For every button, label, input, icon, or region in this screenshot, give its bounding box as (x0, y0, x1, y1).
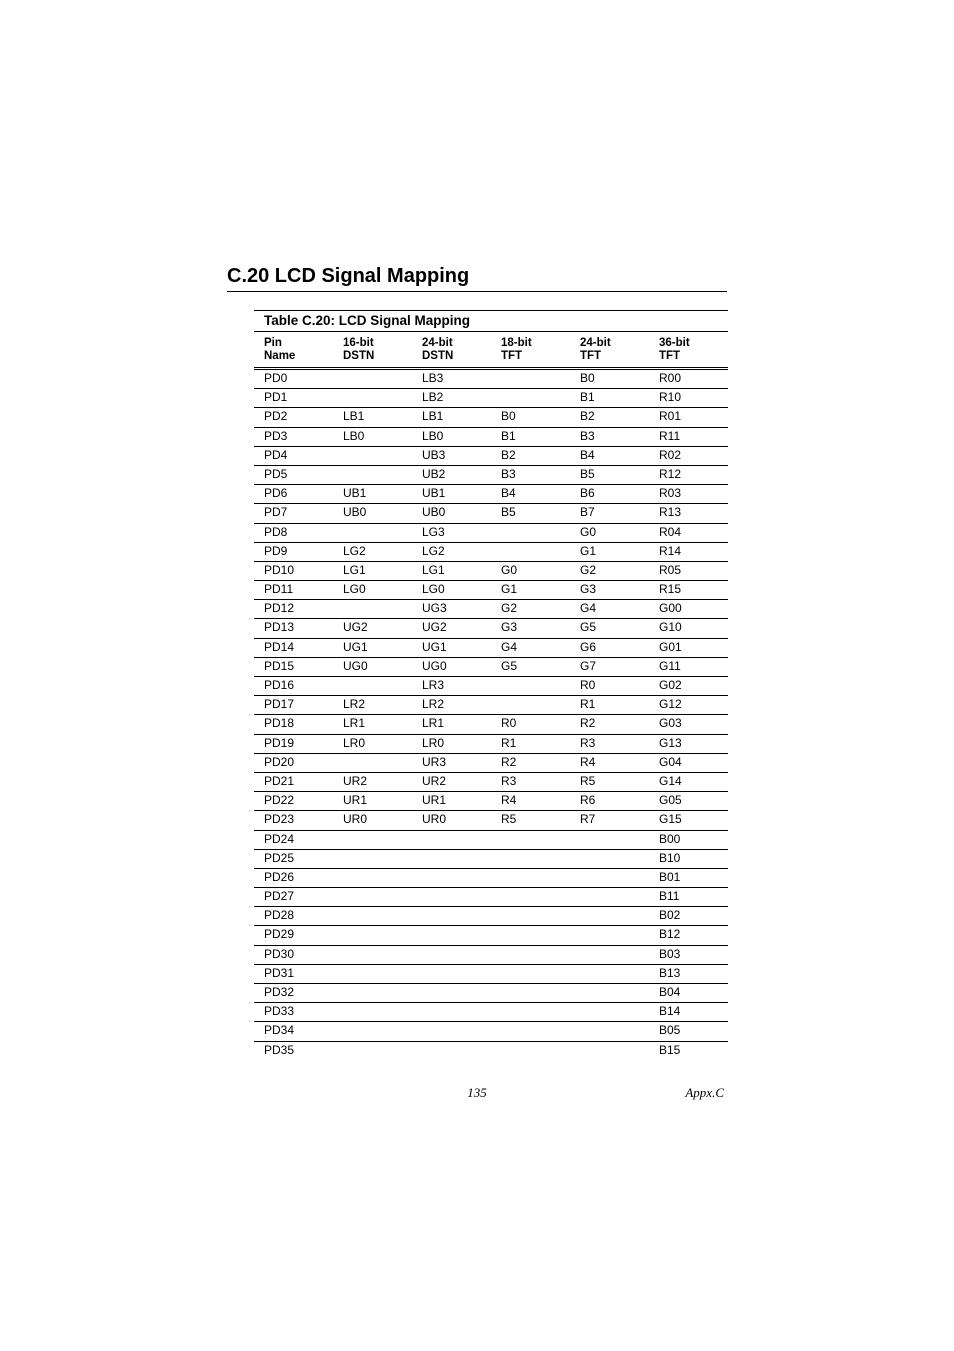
tft36-cell: R00 (659, 371, 682, 385)
table-row (254, 831, 728, 850)
dstn24-cell (412, 984, 491, 1002)
pin-name-cell: PD32 (264, 985, 295, 999)
tft36-cell: G01 (659, 639, 682, 654)
tft24-cell: B6 (580, 486, 595, 501)
tft18-cell (491, 1003, 570, 1021)
dstn24-cell: LR1 (422, 716, 445, 731)
dstn24-cell: LB1 (422, 409, 444, 424)
table-row (254, 869, 728, 888)
dstn24-cell (412, 888, 491, 906)
tft24-cell (570, 1003, 649, 1021)
tft36-cell: B05 (659, 1023, 681, 1038)
dstn24-cell (412, 831, 491, 849)
header-line-2: DSTN (343, 350, 375, 362)
tft18-cell (491, 543, 570, 561)
table-row (254, 389, 728, 408)
tft24-cell: R0 (580, 678, 596, 692)
tft24-cell: R1 (580, 697, 596, 712)
dstn24-cell: LR2 (422, 697, 445, 712)
dstn24-cell (412, 926, 491, 944)
dstn24-cell (412, 1003, 491, 1021)
tft36-cell: G00 (659, 601, 682, 616)
dstn16-cell (333, 524, 412, 542)
table-row (254, 408, 728, 427)
pin-name-cell: PD25 (264, 850, 295, 865)
dstn24-cell: LG3 (422, 524, 445, 539)
table-row (254, 715, 728, 734)
tft24-cell: B3 (580, 428, 595, 443)
table-row (254, 524, 728, 543)
tft24-cell (570, 888, 649, 906)
header-line-1: 36-bit (659, 337, 690, 349)
header-line-1: 24-bit (580, 337, 611, 349)
tft36-header (649, 337, 728, 367)
dstn24-cell (412, 850, 491, 868)
tft24-cell: R2 (580, 716, 596, 731)
tft18-cell (491, 524, 570, 542)
pin-name-cell: PD7 (264, 505, 288, 520)
table-row (254, 926, 728, 945)
table-row (254, 619, 728, 638)
dstn24-cell: UR3 (422, 754, 447, 769)
tft18-cell: R3 (501, 773, 517, 788)
table-row (254, 811, 728, 830)
pin-name-header (254, 337, 333, 367)
table-row (254, 735, 728, 754)
table-row (254, 658, 728, 677)
tft36-cell: B04 (659, 985, 681, 999)
tft24-header (570, 337, 649, 367)
tft18-cell (491, 1042, 570, 1061)
tft18-cell: B0 (501, 409, 516, 424)
pin-name-cell: PD28 (264, 908, 295, 923)
dstn16-cell: UR2 (343, 773, 368, 788)
tft18-cell: G1 (501, 582, 518, 597)
signal-mapping-table (254, 310, 728, 1061)
dstn16-cell: UB0 (343, 505, 367, 520)
tft18-cell: B4 (501, 486, 516, 501)
pin-name-cell: PD26 (264, 869, 295, 884)
tft24-cell: B5 (580, 466, 595, 481)
dstn16-cell (333, 1003, 412, 1021)
pin-name-cell: PD27 (264, 889, 295, 904)
tft24-cell: B1 (580, 390, 595, 405)
table-row (254, 696, 728, 715)
tft18-cell: R1 (501, 735, 517, 750)
pin-name-cell: PD20 (264, 754, 295, 769)
dstn16-cell (333, 389, 412, 407)
tft36-cell: B10 (659, 850, 681, 865)
tft24-cell (570, 946, 649, 964)
dstn16-cell: LG2 (343, 543, 366, 558)
pin-name-cell: PD23 (264, 812, 295, 827)
title-rule (227, 291, 727, 292)
tft18-cell: B5 (501, 505, 516, 520)
tft24-cell (570, 1022, 649, 1040)
dstn24-cell: UR1 (422, 793, 447, 808)
dstn24-header (412, 337, 491, 367)
tft36-cell: R03 (659, 486, 682, 501)
tft36-cell: B12 (659, 927, 681, 942)
table-row (254, 1022, 728, 1041)
tft18-cell: G4 (501, 639, 518, 654)
table-row (254, 447, 728, 466)
header-line-1: Pin (264, 337, 282, 349)
tft24-cell: R4 (580, 754, 596, 769)
dstn16-cell (333, 831, 412, 849)
tft24-cell: G0 (580, 524, 597, 539)
tft18-cell (491, 869, 570, 887)
tft18-cell (491, 696, 570, 714)
tft24-cell (570, 926, 649, 944)
table-row (254, 773, 728, 792)
pin-name-cell: PD16 (264, 678, 295, 692)
dstn16-cell: LR2 (343, 697, 366, 712)
dstn24-cell: UG2 (422, 620, 447, 635)
dstn24-cell: LR0 (422, 735, 445, 750)
tft18-cell: R4 (501, 793, 517, 808)
dstn24-cell (412, 1042, 491, 1061)
tft24-cell: R7 (580, 812, 596, 827)
table-row (254, 1003, 728, 1022)
header-line-2: TFT (580, 350, 602, 362)
dstn16-cell: UR1 (343, 793, 368, 808)
pin-name-cell: PD29 (264, 927, 295, 942)
dstn16-cell: UR0 (343, 812, 368, 827)
dstn16-cell (333, 754, 412, 772)
tft36-cell: G13 (659, 735, 682, 750)
table-row (254, 984, 728, 1003)
tft24-cell: B2 (580, 409, 595, 424)
tft18-cell: B1 (501, 428, 516, 443)
tft18-cell: G2 (501, 601, 518, 616)
pin-name-cell: PD12 (264, 601, 295, 616)
table-row (254, 600, 728, 619)
table-header-row (254, 332, 728, 370)
dstn24-cell: LB0 (422, 428, 444, 443)
table-row (254, 677, 728, 696)
tft18-cell (491, 370, 570, 388)
header-line-2: TFT (659, 350, 681, 362)
dstn16-cell (333, 907, 412, 925)
tft24-cell: G6 (580, 639, 597, 654)
pin-name-cell: PD6 (264, 486, 288, 501)
dstn16-cell: UG1 (343, 639, 368, 654)
table-row (254, 581, 728, 600)
tft18-header (491, 337, 570, 367)
tft18-cell (491, 888, 570, 906)
tft36-cell: G05 (659, 793, 682, 808)
tft36-cell: G02 (659, 678, 682, 692)
tft24-cell: B7 (580, 505, 595, 520)
tft36-cell: B03 (659, 946, 681, 961)
pin-name-cell: PD2 (264, 409, 288, 424)
dstn16-cell (333, 869, 412, 887)
tft36-cell: G11 (659, 658, 681, 673)
tft36-cell: B15 (659, 1042, 681, 1057)
pin-name-cell: PD15 (264, 658, 295, 673)
pin-name-cell: PD24 (264, 831, 295, 846)
tft18-cell (491, 984, 570, 1002)
dstn16-cell: LG1 (343, 562, 366, 577)
tft24-cell: G3 (580, 582, 597, 597)
dstn16-cell: UG2 (343, 620, 368, 635)
tft24-cell (570, 1042, 649, 1061)
header-line-2: TFT (501, 350, 523, 362)
dstn24-cell (412, 1022, 491, 1040)
table-row (254, 907, 728, 926)
tft36-cell: G03 (659, 716, 682, 731)
tft24-cell: G4 (580, 601, 597, 616)
pin-name-cell: PD8 (264, 524, 288, 539)
dstn24-cell: UB3 (422, 447, 446, 462)
dstn16-cell (333, 600, 412, 618)
dstn24-cell (412, 946, 491, 964)
tft18-cell: R0 (501, 716, 517, 731)
section-label: Appx.C (685, 1085, 724, 1100)
pin-name-cell: PD3 (264, 428, 288, 443)
table-row (254, 428, 728, 447)
dstn16-cell: UG0 (343, 658, 368, 673)
tft24-cell: B4 (580, 447, 595, 462)
header-line-2: Name (264, 350, 296, 362)
tft24-cell (570, 850, 649, 868)
dstn24-cell: UB0 (422, 505, 446, 520)
tft36-cell: R13 (659, 505, 682, 520)
tft18-cell (491, 926, 570, 944)
tft24-cell (570, 907, 649, 925)
table-row (254, 485, 728, 504)
table-row (254, 504, 728, 523)
table-row (254, 1042, 728, 1061)
tft18-cell: G0 (501, 562, 518, 577)
tft18-cell: B3 (501, 466, 516, 481)
tft18-cell (491, 389, 570, 407)
tft36-cell: R12 (659, 466, 682, 481)
table-row (254, 965, 728, 984)
tft36-cell: R10 (659, 390, 682, 405)
tft36-cell: R01 (659, 409, 682, 424)
dstn24-cell: UG0 (422, 658, 447, 673)
tft18-cell: G3 (501, 620, 518, 635)
dstn16-cell (333, 888, 412, 906)
tft18-cell (491, 946, 570, 964)
dstn24-cell: UG1 (422, 639, 447, 654)
dstn24-cell: LR3 (422, 678, 445, 692)
tft36-cell: G15 (659, 812, 682, 827)
pin-name-cell: PD18 (264, 716, 295, 731)
dstn24-cell: LB2 (422, 390, 444, 405)
pin-name-cell: PD14 (264, 639, 295, 654)
dstn24-cell (412, 965, 491, 983)
tft24-cell: R3 (580, 735, 596, 750)
dstn16-cell (333, 370, 412, 388)
dstn16-cell (333, 1022, 412, 1040)
pin-name-cell: PD9 (264, 543, 288, 558)
section-title: C.20 LCD Signal Mapping (227, 265, 470, 287)
table-row (254, 543, 728, 562)
tft36-cell: B14 (659, 1004, 681, 1019)
tft36-cell: B13 (659, 965, 681, 980)
tft18-cell (491, 965, 570, 983)
dstn24-cell: UG3 (422, 601, 447, 616)
tft36-cell: R04 (659, 524, 682, 539)
tft36-cell: G14 (659, 773, 682, 788)
dstn16-cell: UB1 (343, 486, 367, 501)
dstn16-cell (333, 946, 412, 964)
tft36-cell: B02 (659, 908, 681, 923)
dstn16-cell: LB1 (343, 409, 365, 424)
dstn16-cell: LR0 (343, 735, 366, 750)
pin-name-cell: PD13 (264, 620, 295, 635)
pin-name-cell: PD34 (264, 1023, 295, 1038)
tft18-cell: B2 (501, 447, 516, 462)
dstn16-cell (333, 1042, 412, 1061)
pin-name-cell: PD35 (264, 1042, 295, 1057)
pin-name-cell: PD31 (264, 965, 295, 980)
dstn24-cell (412, 907, 491, 925)
table-row (254, 888, 728, 907)
pin-name-cell: PD4 (264, 447, 288, 462)
dstn16-cell (333, 850, 412, 868)
dstn16-cell (333, 926, 412, 944)
header-line-1: 18-bit (501, 337, 532, 349)
tft18-cell: R5 (501, 812, 517, 827)
tft24-cell (570, 965, 649, 983)
dstn24-cell: UB1 (422, 486, 446, 501)
pin-name-cell: PD21 (264, 773, 295, 788)
table-body (254, 370, 728, 1061)
pin-name-cell: PD5 (264, 466, 288, 481)
tft18-cell (491, 1022, 570, 1040)
tft24-cell (570, 984, 649, 1002)
dstn24-cell: UR0 (422, 812, 447, 827)
tft36-cell: R05 (659, 562, 682, 577)
page-number: 135 (467, 1085, 487, 1100)
tft18-cell: G5 (501, 658, 518, 673)
table-row (254, 754, 728, 773)
pin-name-cell: PD30 (264, 946, 295, 961)
dstn16-cell (333, 984, 412, 1002)
tft18-cell (491, 677, 570, 695)
table-row (254, 850, 728, 869)
pin-name-cell: PD0 (264, 371, 288, 385)
pin-name-cell: PD22 (264, 793, 295, 808)
pin-name-cell: PD11 (264, 582, 294, 597)
tft24-cell (570, 869, 649, 887)
pin-name-cell: PD17 (264, 697, 295, 712)
tft36-cell: R11 (659, 428, 681, 443)
header-line-1: 24-bit (422, 337, 453, 349)
table-row (254, 639, 728, 658)
tft36-cell: B01 (659, 869, 681, 884)
tft18-cell (491, 907, 570, 925)
tft24-cell: G5 (580, 620, 597, 635)
tft36-cell: R14 (659, 543, 682, 558)
dstn16-cell (333, 447, 412, 465)
dstn24-cell: LB3 (422, 371, 444, 385)
dstn16-cell: LB0 (343, 428, 365, 443)
dstn16-header (333, 337, 412, 367)
table-caption: Table C.20: LCD Signal Mapping (254, 311, 728, 332)
dstn16-cell (333, 965, 412, 983)
tft36-cell: G04 (659, 754, 682, 769)
pin-name-cell: PD19 (264, 735, 295, 750)
tft24-cell: B0 (580, 371, 595, 385)
header-line-1: 16-bit (343, 337, 374, 349)
tft18-cell: R2 (501, 754, 517, 769)
header-line-2: DSTN (422, 350, 454, 362)
dstn24-cell: UB2 (422, 466, 446, 481)
tft36-cell: B11 (659, 889, 680, 904)
table-row (254, 946, 728, 965)
tft36-cell: B00 (659, 831, 681, 846)
dstn24-cell: LG2 (422, 543, 445, 558)
tft36-cell: G10 (659, 620, 682, 635)
tft36-cell: G12 (659, 697, 682, 712)
pin-name-cell: PD10 (264, 562, 295, 577)
dstn16-cell (333, 466, 412, 484)
tft36-cell: R02 (659, 447, 682, 462)
dstn24-cell: LG1 (422, 562, 445, 577)
dstn16-cell: LR1 (343, 716, 366, 731)
tft24-cell (570, 831, 649, 849)
tft36-cell: R15 (659, 582, 682, 597)
tft24-cell: G2 (580, 562, 597, 577)
dstn24-cell: LG0 (422, 582, 445, 597)
tft24-cell: G7 (580, 658, 597, 673)
dstn16-cell (333, 677, 412, 695)
table-row (254, 562, 728, 581)
tft24-cell: R6 (580, 793, 596, 808)
tft24-cell: R5 (580, 773, 596, 788)
tft18-cell (491, 831, 570, 849)
tft18-cell (491, 850, 570, 868)
tft24-cell: G1 (580, 543, 597, 558)
pin-name-cell: PD1 (264, 390, 288, 405)
table-row (254, 466, 728, 485)
table-row (254, 370, 728, 389)
pin-name-cell: PD33 (264, 1004, 295, 1019)
dstn24-cell: UR2 (422, 773, 447, 788)
table-row (254, 792, 728, 811)
dstn24-cell (412, 869, 491, 887)
dstn16-cell: LG0 (343, 582, 366, 597)
